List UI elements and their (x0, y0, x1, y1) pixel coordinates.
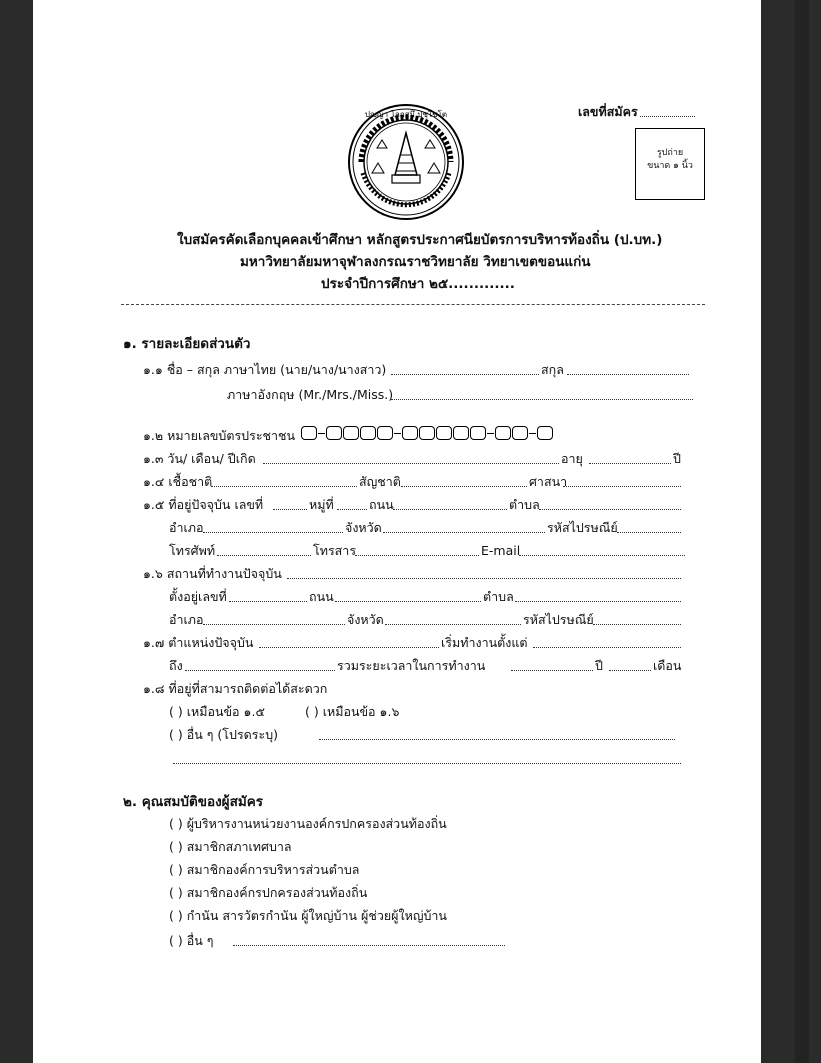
name-th-field[interactable] (391, 374, 539, 375)
religion-label: ศาสนา (529, 474, 568, 489)
work-total-years-field[interactable] (511, 670, 593, 671)
phone-label: โทรศัพท์ (169, 543, 216, 558)
tambon-label: ตำบล (509, 497, 540, 512)
work-amphoe-label: อำเภอ (169, 612, 204, 627)
qual-option-municipal-council[interactable]: ( ) สมาชิกสภาเทศบาล (169, 839, 292, 854)
qual-option-other[interactable]: ( ) อื่น ๆ (169, 933, 214, 948)
work-total-label: รวมระยะเวลาในการทำงาน (337, 658, 486, 673)
svg-text:ปญฺญา โลกสฺมึ ปชฺโชโต: ปญฺญา โลกสฺมึ ปชฺโชโต (364, 110, 448, 119)
work-start-label: เริ่มทำงานตั้งแต่ (441, 635, 528, 650)
province-label: จังหวัด (345, 520, 382, 535)
moo-field[interactable] (337, 509, 367, 510)
birthdate-label: ๑.๓ วัน/ เดือน/ ปีเกิด (143, 451, 256, 466)
surname-field[interactable] (567, 374, 689, 375)
photo-box: รูปถ่าย ขนาด ๑ นิ้ว (635, 128, 705, 200)
header-title: ใบสมัครคัดเลือกบุคคลเข้าศึกษา หลักสูตรประกาศนียบัตรการบริหารท้องถิ่น (ป.บท.) (177, 232, 663, 248)
fax-field[interactable] (355, 555, 479, 556)
applicant-no-field[interactable] (640, 116, 695, 117)
work-tambon-label: ตำบล (483, 589, 514, 604)
name-en-field[interactable] (391, 399, 693, 400)
nationality-field[interactable] (401, 486, 527, 487)
qual-option-village-head[interactable]: ( ) กำนัน สารวัตรกำนัน ผู้ใหญ่บ้าน ผู้ช่วยผู้ใหญ่บ้าน (169, 908, 447, 923)
address-no-field[interactable] (273, 509, 307, 510)
tambon-field[interactable] (539, 509, 681, 510)
work-to-field[interactable] (185, 670, 335, 671)
work-address-label: ตั้งอยู่เลขที่ (169, 589, 227, 604)
moo-label: หมู่ที่ (309, 497, 334, 512)
header-university: มหาวิทยาลัยมหาจุฬาลงกรณราชวิทยาลัย วิทยาเขตขอนแก่น (240, 254, 591, 270)
work-to-label: ถึง (169, 658, 183, 673)
surname-label: สกุล (541, 362, 564, 377)
header-year: ประจำปีการศึกษา ๒๕............. (321, 276, 515, 292)
work-province-label: จังหวัด (347, 612, 384, 627)
amphoe-label: อำเภอ (169, 520, 204, 535)
age-field[interactable] (589, 463, 671, 464)
university-seal-icon (347, 103, 465, 221)
contact-option-other[interactable]: ( ) อื่น ๆ (โปรดระบุ) (169, 727, 279, 742)
race-field[interactable] (211, 486, 357, 487)
province-field[interactable] (383, 532, 545, 533)
name-th-label: ๑.๑ ชื่อ – สกุล ภาษาไทย (นาย/นาง/นางสาว) (143, 362, 387, 377)
work-tambon-field[interactable] (515, 601, 681, 602)
id-card-label: ๑.๒ หมายเลขบัตรประชาชน (143, 428, 296, 443)
work-start-field[interactable] (533, 647, 681, 648)
qual-other-field[interactable] (233, 945, 505, 946)
work-total-year-unit: ปี (595, 658, 603, 673)
age-label: อายุ (561, 451, 583, 466)
phone-field[interactable] (217, 555, 311, 556)
contact-label: ๑.๘ ที่อยู่ที่สามารถติดต่อได้สะดวก (143, 681, 328, 696)
address-label: ๑.๕ ที่อยู่ปัจจุบัน เลขที่ (143, 497, 264, 512)
work-amphoe-field[interactable] (203, 624, 345, 625)
work-total-months-field[interactable] (609, 670, 651, 671)
work-road-field[interactable] (335, 601, 481, 602)
age-unit: ปี (673, 451, 681, 466)
birthdate-field[interactable] (263, 463, 559, 464)
workplace-label: ๑.๖ สถานที่ทำงานปัจจุบัน (143, 566, 282, 581)
work-address-field[interactable] (229, 601, 307, 602)
section1-title: ๑. รายละเอียดส่วนตัว (123, 336, 251, 352)
contact-option-same-1-5[interactable]: ( ) เหมือนข้อ ๑.๕ (169, 704, 265, 719)
work-zip-field[interactable] (593, 624, 681, 625)
amphoe-field[interactable] (203, 532, 343, 533)
zip-label: รหัสไปรษณีย์ (547, 520, 618, 535)
road-field[interactable] (393, 509, 507, 510)
position-label: ๑.๗ ตำแหน่งปัจจุบัน (143, 635, 254, 650)
race-label: ๑.๔ เชื้อชาติ (143, 474, 213, 489)
qual-option-local-executive[interactable]: ( ) ผู้บริหารงานหน่วยงานองค์กรปกครองส่วนท้องถิ่น (169, 816, 447, 831)
name-en-label: ภาษาอังกฤษ (Mr./Mrs./Miss.) (227, 387, 394, 402)
section2-title: ๒. คุณสมบัติของผู้สมัคร (123, 794, 264, 810)
work-road-label: ถนน (309, 589, 334, 604)
qual-option-sao-member[interactable]: ( ) สมาชิกองค์การบริหารส่วนตำบล (169, 862, 360, 877)
email-label: E-mail (481, 543, 521, 558)
nationality-label: สัญชาติ (359, 474, 401, 489)
document-page (33, 0, 761, 1063)
contact-other-field-2[interactable] (173, 763, 681, 764)
contact-option-same-1-6[interactable]: ( ) เหมือนข้อ ๑.๖ (305, 704, 400, 719)
road-label: ถนน (369, 497, 394, 512)
fax-label: โทรสาร (313, 543, 357, 558)
scrollbar[interactable] (795, 0, 809, 1063)
religion-field[interactable] (563, 486, 681, 487)
work-total-month-unit: เดือน (653, 658, 682, 673)
work-province-field[interactable] (385, 624, 521, 625)
position-field[interactable] (259, 647, 439, 648)
workplace-field[interactable] (287, 578, 681, 579)
email-field[interactable] (519, 555, 685, 556)
divider (121, 304, 705, 305)
work-zip-label: รหัสไปรษณีย์ (523, 612, 594, 627)
contact-other-field[interactable] (319, 739, 675, 740)
id-card-boxes[interactable] (301, 426, 554, 440)
applicant-no-label: เลขที่สมัคร (578, 104, 638, 119)
zip-field[interactable] (617, 532, 681, 533)
qual-option-local-gov-member[interactable]: ( ) สมาชิกองค์กรปกครองส่วนท้องถิ่น (169, 885, 368, 900)
